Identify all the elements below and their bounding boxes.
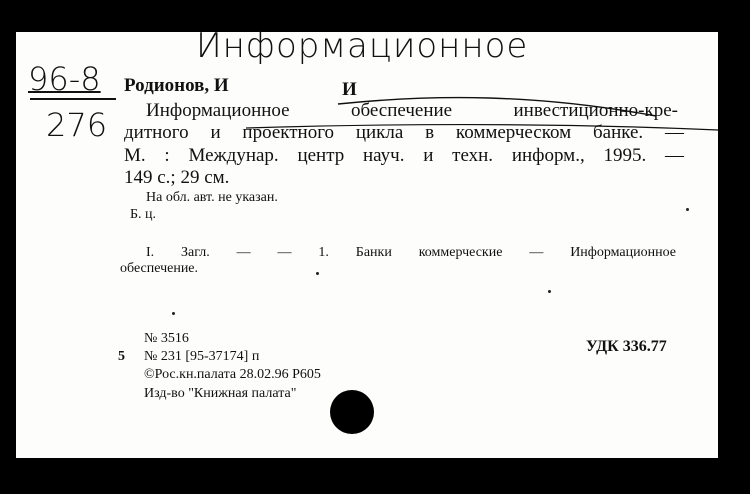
tracings-line-2: обеспечение. <box>120 261 199 276</box>
number-prefix: 5 <box>118 349 125 364</box>
tracings-line-1: I. Загл. — — 1. Банки коммерческие — Информационное <box>146 245 676 260</box>
speck <box>548 290 551 293</box>
catalog-card <box>16 26 718 458</box>
author-initial: И <box>342 79 357 100</box>
handwritten-underline-stroke <box>338 98 656 116</box>
author-surname: Родионов, И <box>124 75 229 96</box>
handwritten-long-stroke <box>246 125 718 131</box>
speck <box>172 312 175 315</box>
title-line-2: дитного и проектного цикла в коммерческом банке. — <box>124 122 684 143</box>
publisher-line: Изд-во "Книжная палата" <box>144 386 297 401</box>
handwritten-shelfmark-top: 96-8 <box>28 60 101 98</box>
number-line-1: № 3516 <box>144 331 189 346</box>
handwritten-subject: Информационное <box>196 26 529 66</box>
title-line-1: Информационное обеспечение инвестиционно-кре- <box>146 100 678 121</box>
handwritten-strokes <box>16 32 718 458</box>
book-chamber-line: ©Рос.кн.палата 28.02.96 Р605 <box>144 367 321 382</box>
extent-line: 149 с.; 29 см. <box>124 167 230 188</box>
speck <box>686 208 689 211</box>
note-line: На обл. авт. не указан. <box>146 190 278 205</box>
udk-code: УДК 336.77 <box>586 338 667 355</box>
handwritten-shelfmark-bottom: 276 <box>46 106 108 144</box>
imprint-line: М. : Междунар. центр науч. и техн. информ., 1995. — <box>124 145 684 166</box>
price-line: Б. ц. <box>130 207 157 222</box>
number-line-2: № 231 [95-37174] п <box>144 349 260 364</box>
speck <box>316 272 319 275</box>
